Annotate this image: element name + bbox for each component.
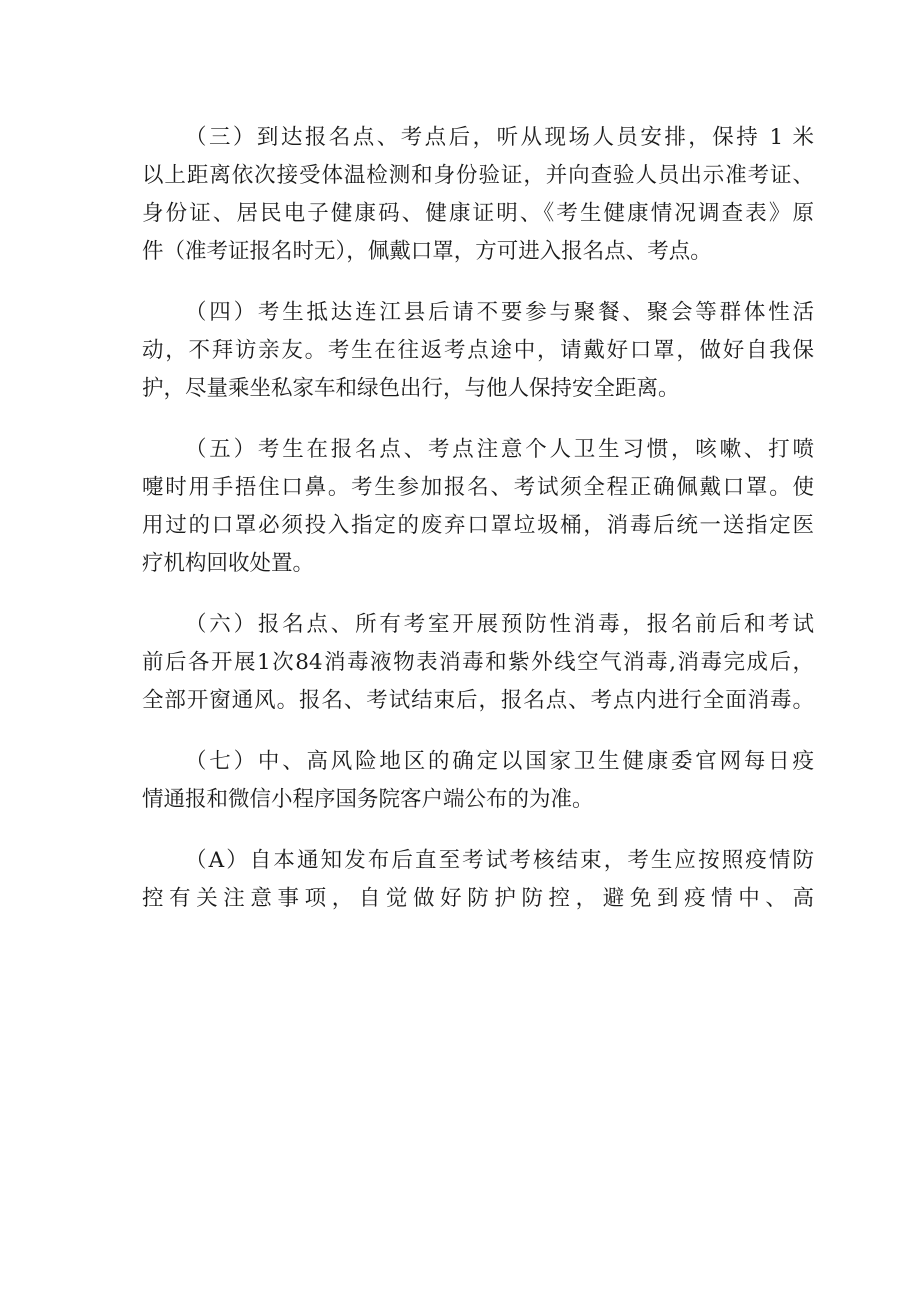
paragraph-6 <box>142 606 814 720</box>
paragraph-line: （四）考生抵达连江县后请不要参与聚餐、聚会等群体性活 <box>185 300 814 325</box>
paragraph-line: 护，尽量乘坐私家车和绿色出行，与他人保持安全距离。 <box>142 376 680 401</box>
paragraph-3 <box>142 119 814 271</box>
paragraph-line: （A）自本通知发布后直至考试考核结束，考生应按照疫情防 <box>185 848 814 873</box>
paragraph-line: （七）中、高风险地区的确定以国家卫生健康委官网每日疫 <box>185 749 814 774</box>
paragraph-4 <box>142 294 814 408</box>
paragraph-line: 用过的口罩必须投入指定的废弃口罩垃圾桶，消毒后统一送指定医 <box>142 513 814 538</box>
paragraph-line: 全部开窗通风。报名、考试结束后，报名点、考点内进行全面消毒。 <box>142 688 814 713</box>
paragraph-line: 情通报和微信小程序国务院客户端公布的为准。 <box>142 787 594 812</box>
paragraph-8 <box>142 842 814 918</box>
paragraph-line: 嚏时用手捂住口鼻。考生参加报名、考试须全程正确佩戴口罩。使 <box>142 475 814 500</box>
paragraph-line: 以上距离依次接受体温检测和身份验证，并向查验人员出示准考证、 <box>142 163 814 188</box>
paragraph-line: 疗机构回收处置。 <box>142 551 315 576</box>
paragraph-line: 动，不拜访亲友。考生在往返考点途中，请戴好口罩，做好自我保 <box>142 338 814 363</box>
paragraph-line: 控有关注意事项，自觉做好防护防控，避免到疫情中、高 <box>142 886 814 911</box>
paragraph-5 <box>142 431 814 583</box>
paragraph-line: 前后各开展1次84消毒液物表消毒和紫外线空气消毒,消毒完成后， <box>142 650 814 675</box>
paragraph-line: （五）考生在报名点、考点注意个人卫生习惯，咳嗽、打喷 <box>185 437 814 462</box>
paragraph-line: 件（准考证报名时无），佩戴口罩，方可进入报名点、考点。 <box>142 239 712 264</box>
document-body <box>142 119 814 941</box>
paragraph-7 <box>142 743 814 819</box>
paragraph-line: 身份证、居民电子健康码、健康证明、《考生健康情况调查表》原 <box>142 201 814 226</box>
paragraph-line: （六）报名点、所有考室开展预防性消毒，报名前后和考试 <box>185 612 814 637</box>
paragraph-line: （三）到达报名点、考点后，听从现场人员安排，保持 1 米 <box>185 125 814 150</box>
